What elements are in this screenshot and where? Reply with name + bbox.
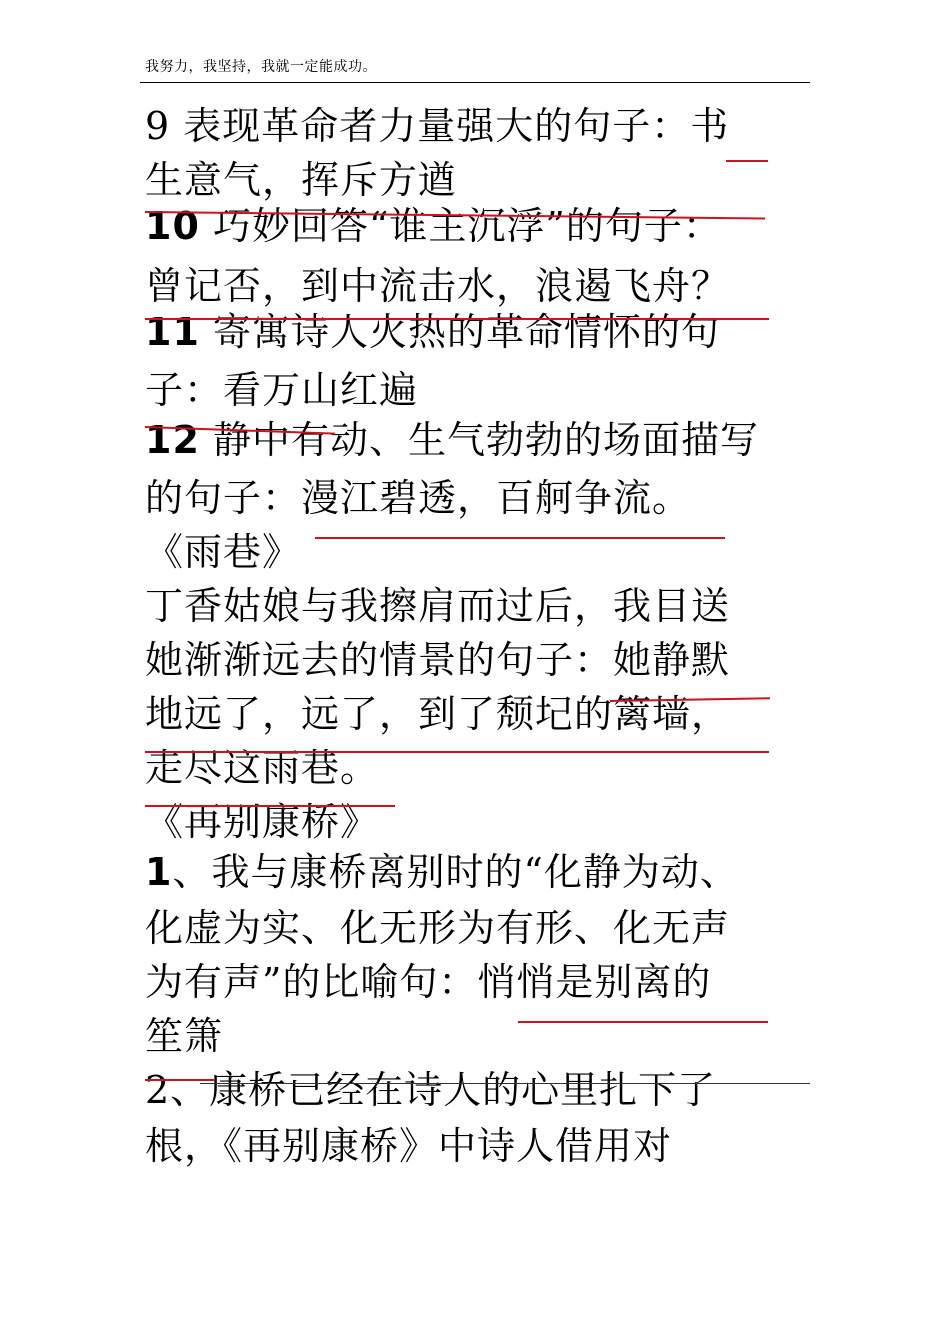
text-line-10 (145, 584, 730, 628)
text-line-1 (145, 104, 729, 148)
line-text: 子：看万山红遍 (145, 368, 419, 412)
item-number: 1 (145, 850, 173, 894)
line-text: 笙箫 (145, 1014, 224, 1058)
red-strike-line (145, 805, 395, 807)
line-text: 寄寓诗人火热的革命情怀的句 (199, 310, 720, 354)
red-strike-line (145, 318, 769, 320)
line-text: 《再别康桥》 (145, 800, 380, 844)
line-text: 的句子：漫江碧透，百舸争流。 (145, 476, 692, 520)
strike-line (200, 1083, 810, 1084)
text-line-19 (145, 1068, 716, 1112)
text-line-20 (145, 1124, 672, 1168)
text-line-5 (145, 310, 720, 354)
line-text: 、我与康桥离别时的“化静为动、 (172, 850, 739, 894)
text-line-15 (145, 850, 739, 894)
line-text: 生意气，挥斥方遒 (145, 158, 458, 202)
item-number: 12 (145, 418, 200, 462)
text-line-8 (145, 476, 691, 520)
line-text: 9 表现革命者力量强大的句子：书 (145, 104, 730, 148)
red-strike-line (145, 751, 769, 753)
red-underline (726, 160, 768, 162)
line-text: 巧妙回答“谁主沉浮”的句子： (199, 204, 722, 248)
text-line-17 (145, 960, 711, 1004)
line-text: 化虚为实、化无形为有形、化无声 (145, 906, 731, 950)
line-text: 她渐渐远去的情景的句子：她静默 (145, 638, 731, 682)
line-text: 静中有动、生气勃勃的场面描写 (199, 418, 759, 462)
item-number: 11 (145, 310, 200, 354)
line-text: 地远了，远了，到了颓圮的篱墙， (145, 692, 731, 736)
line-text: 走尽这雨巷。 (145, 746, 380, 790)
text-line-3 (145, 204, 722, 248)
text-line-7 (145, 418, 759, 462)
red-underline (518, 1021, 768, 1023)
red-strike-line (145, 1079, 215, 1081)
text-line-4 (145, 264, 730, 308)
text-line-18 (145, 1014, 223, 1058)
red-underline (315, 537, 725, 539)
line-text: 曾记否，到中流击水，浪遏飞舟？ (145, 264, 731, 308)
header-motto: 我努力，我坚持，我就一定能成功。 (145, 59, 377, 75)
line-text: 根，《再别康桥》中诗人借用对 (145, 1124, 673, 1168)
line-text: 《雨巷》 (145, 530, 302, 574)
section-title-yuxiang (145, 530, 301, 574)
line-text: 为有声”的比喻句：悄悄是别离的 (145, 960, 712, 1004)
line-text: 2、康桥已经在诗人的心里扎下了 (145, 1068, 717, 1112)
text-line-11 (145, 638, 730, 682)
text-line-6 (145, 368, 418, 412)
text-line-16 (145, 906, 730, 950)
item-number: 10 (145, 204, 200, 248)
line-text: 丁香姑娘与我擦肩而过后，我目送 (145, 584, 731, 628)
text-line-2 (145, 158, 457, 202)
header-divider (140, 82, 810, 83)
